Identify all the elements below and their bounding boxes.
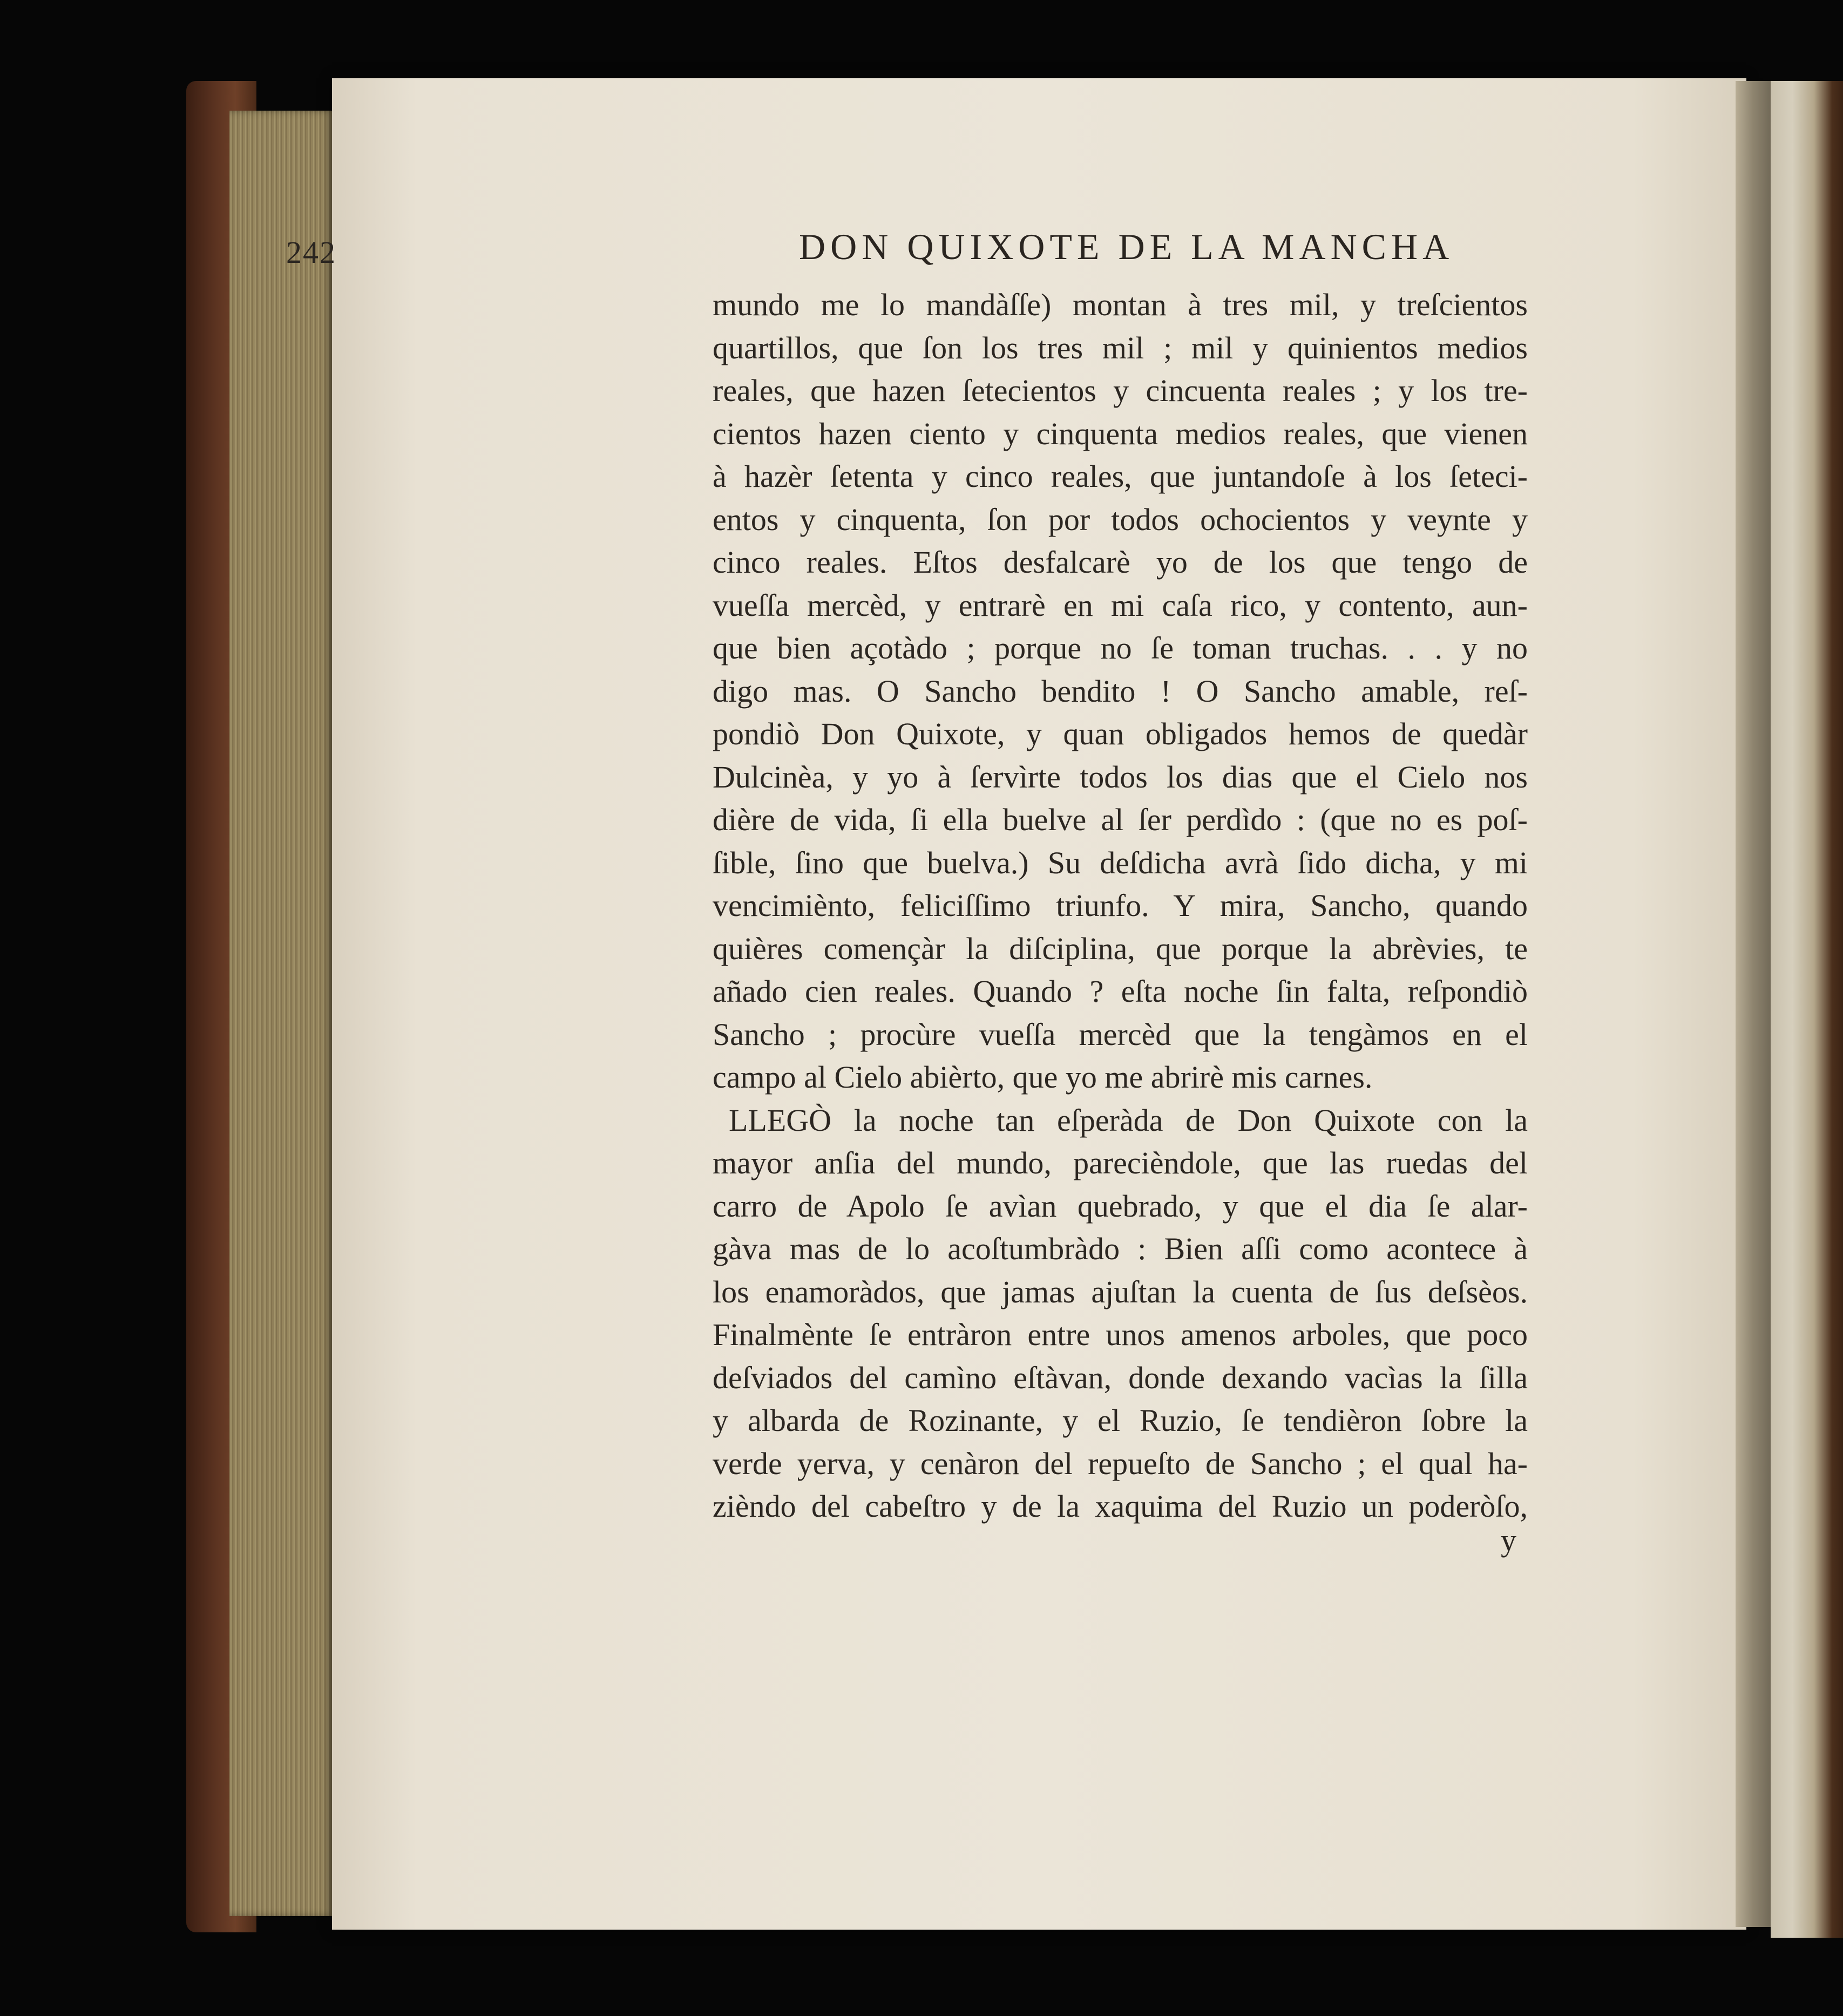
text-line: ſible, ſino que buelva.) Su deſdicha avrà ſido dicha, y mi (713, 845, 1528, 880)
text-line: y albarda de Rozinante, y el Ruzio, ſe tendièron ſobre la (713, 1403, 1528, 1438)
facing-page-edge (1771, 81, 1843, 1938)
text-line: zièndo del cabeſtro y de la xaquima del Ruzio un poderòſo, (713, 1489, 1528, 1524)
text-line: reales, que hazen ſetecientos y cincuenta reales ; y los tre- (713, 373, 1528, 408)
text-line: quartillos, que ſon los tres mil ; mil y quinientos medios (713, 330, 1528, 365)
text-line: que bien açotàdo ; porque no ſe toman truchas. . . y no (713, 630, 1528, 666)
text-line: los enamoràdos, que jamas ajuſtan la cuenta de ſus deſsèos. (713, 1274, 1528, 1309)
text-line: mundo me lo mandàſſe) montan à tres mil, y treſcientos (713, 287, 1528, 322)
page-gutter (1736, 81, 1773, 1927)
text-line: añado cien reales. Quando ? eſta noche ſin falta, reſpondiò (713, 974, 1528, 1009)
text-line: digo mas. O Sancho bendito ! O Sancho amable, reſ- (713, 673, 1528, 709)
text-line: campo al Cielo abièrto, que yo me abrirè mis carnes. (713, 1060, 1373, 1095)
running-head: DON QUIXOTE DE LA MANCHA (799, 226, 1454, 267)
text-line: Dulcinèa, y yo à ſervìrte todos los dias que el Cielo nos (713, 759, 1528, 795)
text-line: LLEGÒ la noche tan eſperàda de Don Quixote con la (729, 1102, 1528, 1138)
page-number: 242 (286, 235, 336, 270)
text-line: deſviados del camìno eſtàvan, donde dexando vacìas la ſilla (713, 1360, 1528, 1395)
text-line: vueſſa mercèd, y entrarè en mi caſa rico, y contento, aun- (713, 587, 1528, 623)
text-line: cientos hazen ciento y cinquenta medios reales, que vienen (713, 416, 1528, 451)
text-line: vencimiènto, feliciſſimo triunfo. Y mira, Sancho, quando (713, 888, 1528, 923)
text-line: mayor anſia del mundo, parecièndole, que las ruedas del (713, 1145, 1528, 1180)
body-text (713, 283, 1528, 1528)
text-line: entos y cinquenta, ſon por todos ochocientos y veynte y (713, 501, 1528, 537)
page-edges-left (229, 111, 335, 1916)
text-line: verde yerva, y cenàron del repueſto de Sancho ; el qual ha- (713, 1445, 1528, 1481)
text-line: carro de Apolo ſe avìan quebrado, y que el dia ſe alar- (713, 1188, 1528, 1224)
catchword: y (1501, 1523, 1516, 1558)
text-line: pondiò Don Quixote, y quan obligados hemos de quedàr (713, 716, 1528, 751)
text-line: quières començàr la diſciplina, que porque la abrèvies, te (713, 931, 1528, 966)
text-line: Sancho ; procùre vueſſa mercèd que la tengàmos en el (713, 1016, 1528, 1052)
text-line: cinco reales. Eſtos desfalcarè yo de los que tengo de (713, 545, 1528, 580)
text-line: Finalmènte ſe entràron entre unos amenos arboles, que poco (713, 1317, 1528, 1352)
text-line: à hazèr ſetenta y cinco reales, que juntandoſe à los ſeteci- (713, 459, 1528, 494)
text-line: gàva mas de lo acoſtumbràdo : Bien aſſi como acontece à (713, 1231, 1528, 1266)
text-line: dière de vida, ſi ella buelve al ſer perdìdo : (que no es poſ- (713, 802, 1528, 837)
